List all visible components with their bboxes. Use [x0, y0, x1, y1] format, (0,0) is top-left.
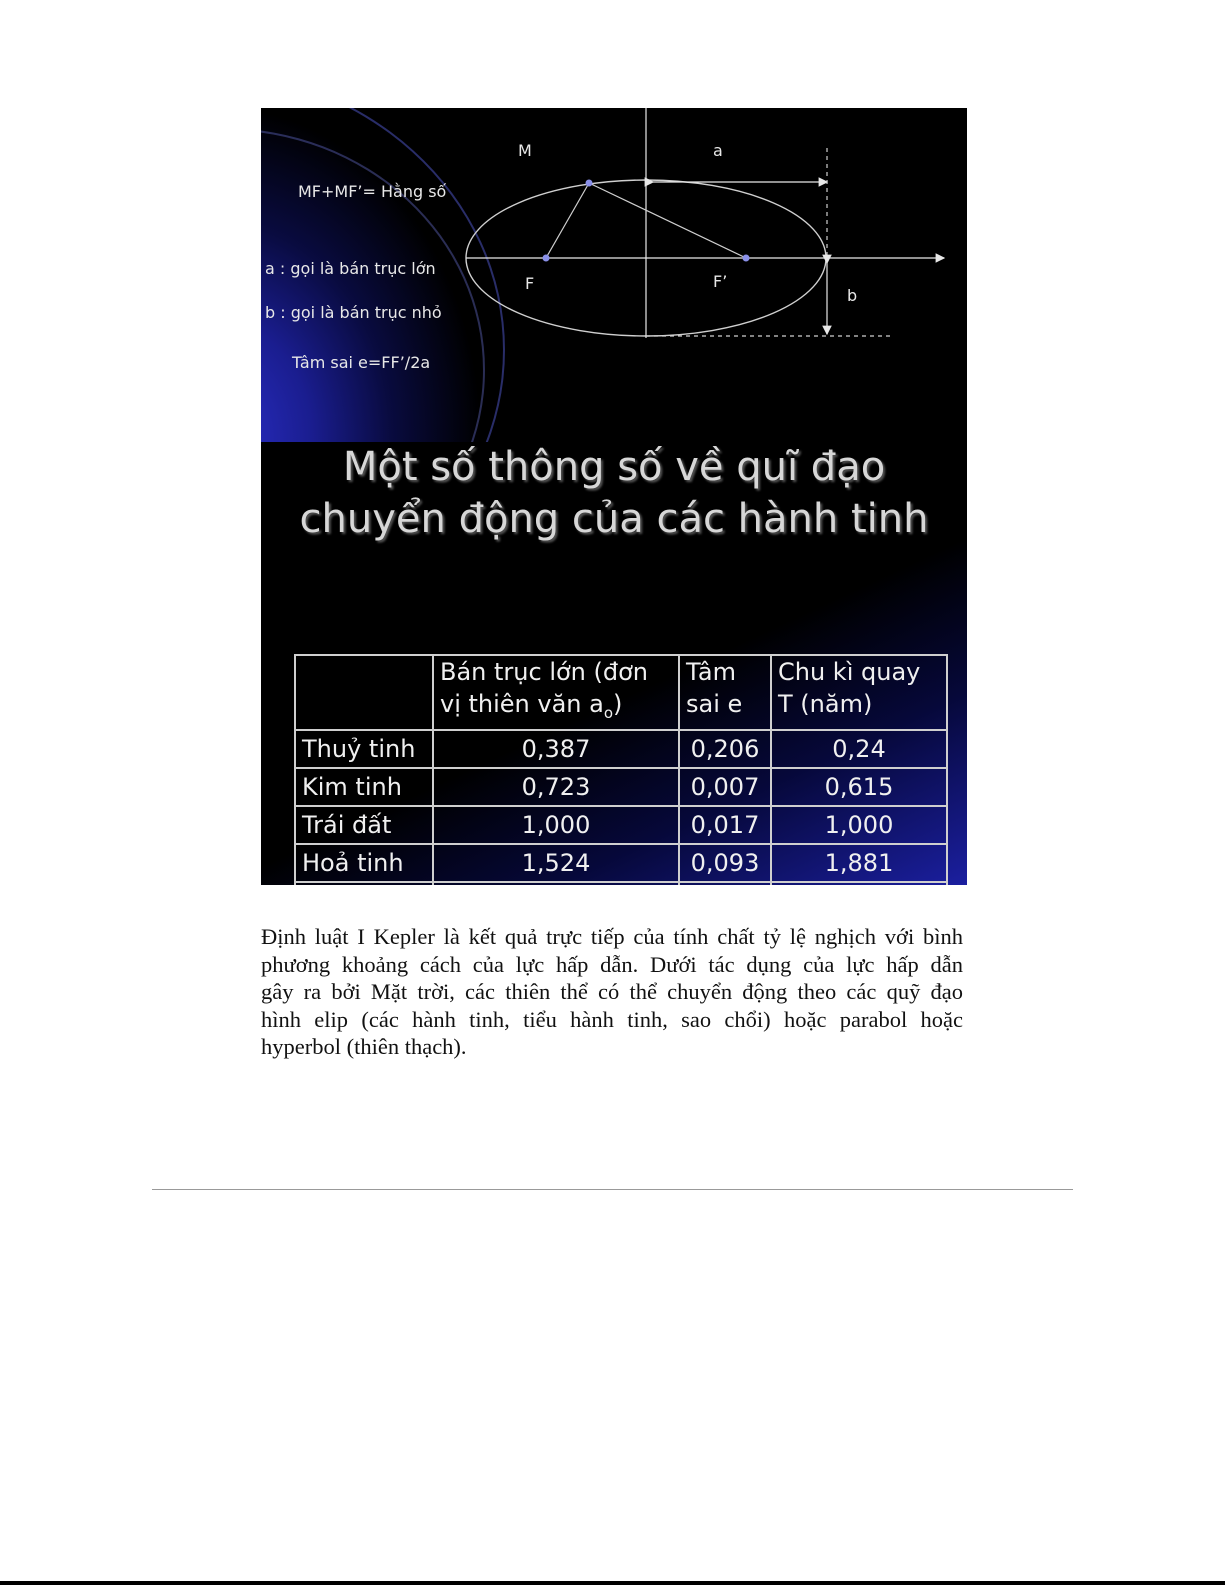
radius-mf2 [589, 183, 746, 258]
ellipse-slide [261, 108, 967, 442]
paragraph-line: Định luật I Kepler là kết quả trực tiếp của tính chất tỷ lệ nghịch với bình [261, 924, 963, 949]
label-b: b [847, 286, 858, 305]
eccentricity-value: 0,007 [679, 768, 771, 806]
planet-name [295, 882, 433, 885]
eccentricity-label: Tâm sai e=FF’/2a [292, 353, 431, 372]
paragraph-line: hyperbol (thiên thạch). [261, 1034, 467, 1059]
table-row [295, 768, 947, 806]
semi-major-value: 0,387 [433, 730, 679, 768]
planet-name: Trái đất [295, 806, 433, 844]
eccentricity-value: 0,206 [679, 730, 771, 768]
header-eccentricity-line1: Tâm [686, 658, 736, 686]
header-empty [295, 655, 433, 730]
body-paragraph [261, 923, 963, 1061]
point-m-dot [586, 180, 593, 187]
label-m: M [518, 141, 532, 160]
header-period-line1: Chu kì quay [778, 658, 921, 686]
label-f: F [525, 274, 535, 293]
header-semi-major [433, 655, 679, 730]
radius-mf [546, 183, 589, 258]
focus-f-dot [543, 255, 550, 262]
period-value: 1,881 [771, 844, 947, 882]
table-row [295, 806, 947, 844]
paragraph-line: phương khoảng cách của lực hấp dẫn. Dưới tác dụng của lực hấp dẫn [261, 951, 963, 977]
header-semi-major-line2: vị thiên văn a [440, 690, 604, 718]
planet-name: Kim tinh [295, 768, 433, 806]
semi-major-value: 1,000 [433, 806, 679, 844]
planet-name: Thuỷ tinh [295, 730, 433, 768]
eccentricity-value [679, 882, 771, 885]
semi-major-value: 0,723 [433, 768, 679, 806]
label-a: a [713, 141, 723, 160]
period-value: 0,24 [771, 730, 947, 768]
label-f2: F’ [713, 272, 728, 291]
paragraph-line: hình elip (các hành tinh, tiểu hành tinh, sao chổi) hoặc parabol hoặc [261, 1006, 963, 1032]
period-value [771, 882, 947, 885]
slide-title-line2: chuyển động của các hành tinh [299, 496, 929, 542]
header-semi-major-close: ) [613, 690, 623, 718]
equation-label: MF+MF’= Hằng số [298, 182, 447, 201]
planet-orbit-table [294, 654, 948, 885]
eccentricity-value: 0,017 [679, 806, 771, 844]
semi-minor-label: b : gọi là bán trục nhỏ [265, 303, 442, 322]
table-header-row [295, 655, 947, 730]
eccentricity-value: 0,093 [679, 844, 771, 882]
semi-major-value [433, 882, 679, 885]
table-row [295, 882, 947, 885]
page-bottom-edge [0, 1581, 1225, 1585]
planet-name: Hoả tinh [295, 844, 433, 882]
table-row [295, 730, 947, 768]
semi-major-label: a : gọi là bán trục lớn [265, 259, 436, 278]
header-eccentricity-line2: sai e [686, 690, 743, 718]
slide-image [261, 108, 967, 885]
semi-major-value: 1,524 [433, 844, 679, 882]
focus-f2-dot [743, 255, 750, 262]
header-period [771, 655, 947, 730]
header-period-line2: T (năm) [778, 690, 873, 718]
slide-title-line1: Một số thông số về quĩ đạo [342, 444, 886, 490]
period-value: 1,000 [771, 806, 947, 844]
page-divider [152, 1189, 1073, 1190]
paragraph-line: gây ra bởi Mặt trời, các thiên thể có thể chuyển động theo các quỹ đạo [261, 979, 963, 1004]
header-semi-major-line1: Bán trục lớn (đơn [440, 658, 649, 686]
header-semi-major-sub: o [603, 703, 614, 722]
period-value: 0,615 [771, 768, 947, 806]
table-row [295, 844, 947, 882]
header-eccentricity [679, 655, 771, 730]
